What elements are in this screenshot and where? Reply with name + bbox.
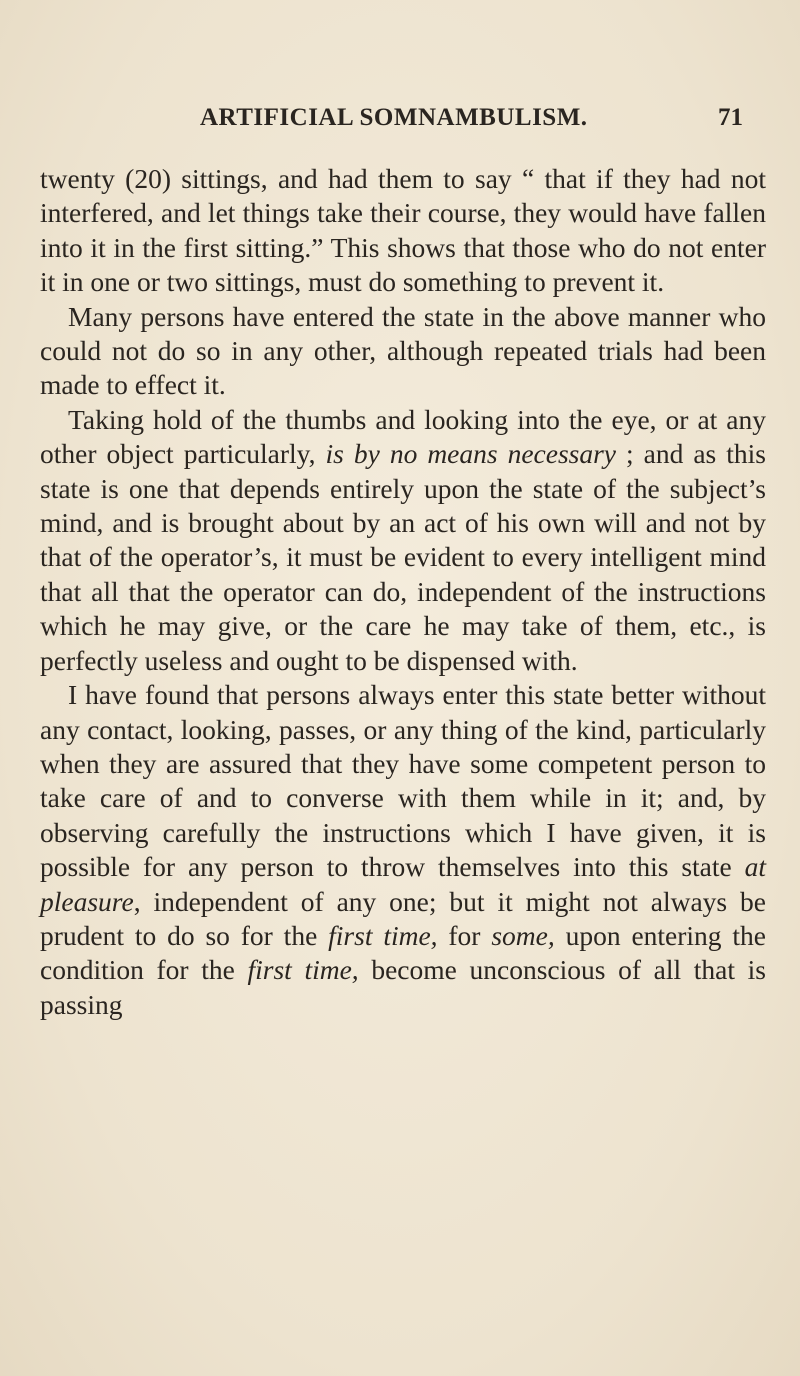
- running-title: ARTIFICIAL SOMNAMBULISM.: [200, 104, 588, 131]
- body-text: [40, 162, 766, 1022]
- paragraph: twenty (20) sittings, and had them to say “ that if they had not interfered, and let things take their course, they would have fallen into it in the first sitting.” This shows that those who do not enter it in one or two sittings, must do something to prevent it.: [40, 163, 766, 298]
- italic-phrase: some,: [491, 919, 555, 951]
- italic-phrase: at pleasure: [40, 851, 766, 917]
- italic-phrase: first time,: [247, 954, 359, 986]
- running-head: [0, 104, 800, 140]
- paragraph: Many persons have entered the state in the above manner who could not do so in any other, although repeated trials had been made to effect it.: [40, 300, 766, 401]
- page-number: 71: [718, 104, 743, 131]
- paragraph: Taking hold of the thumbs and looking into the eye, or at any other object particularly, is by no means necessary ; and as this state is one that depends entirely upon the state of the subject’s mind, and is brought about by an act of his own will and not by that of the operator’s, it must be evident to every intelligent mind that all that the operator can do, independent of the instructions which he may give, or the care he may take of them, etc., is perfectly useless and ought to be dispensed with.: [40, 403, 766, 676]
- italic-phrase: is by no means necessary: [325, 438, 617, 470]
- italic-phrase: first time,: [328, 919, 438, 951]
- paragraph: I have found that persons always enter this state better without any contact, looking, passes, or any thing of the kind, particularly when they are assured that they have some competent person to take care of and to converse with them while in it; and, by observing carefully the instructions which I have given, it is possible for any person to throw themselves into this state at pleasure, independent of any one; but it might not always be prudent to do so for the first time, for some, upon entering the condition for the first time, become unconscious of all that is passing: [40, 679, 767, 1020]
